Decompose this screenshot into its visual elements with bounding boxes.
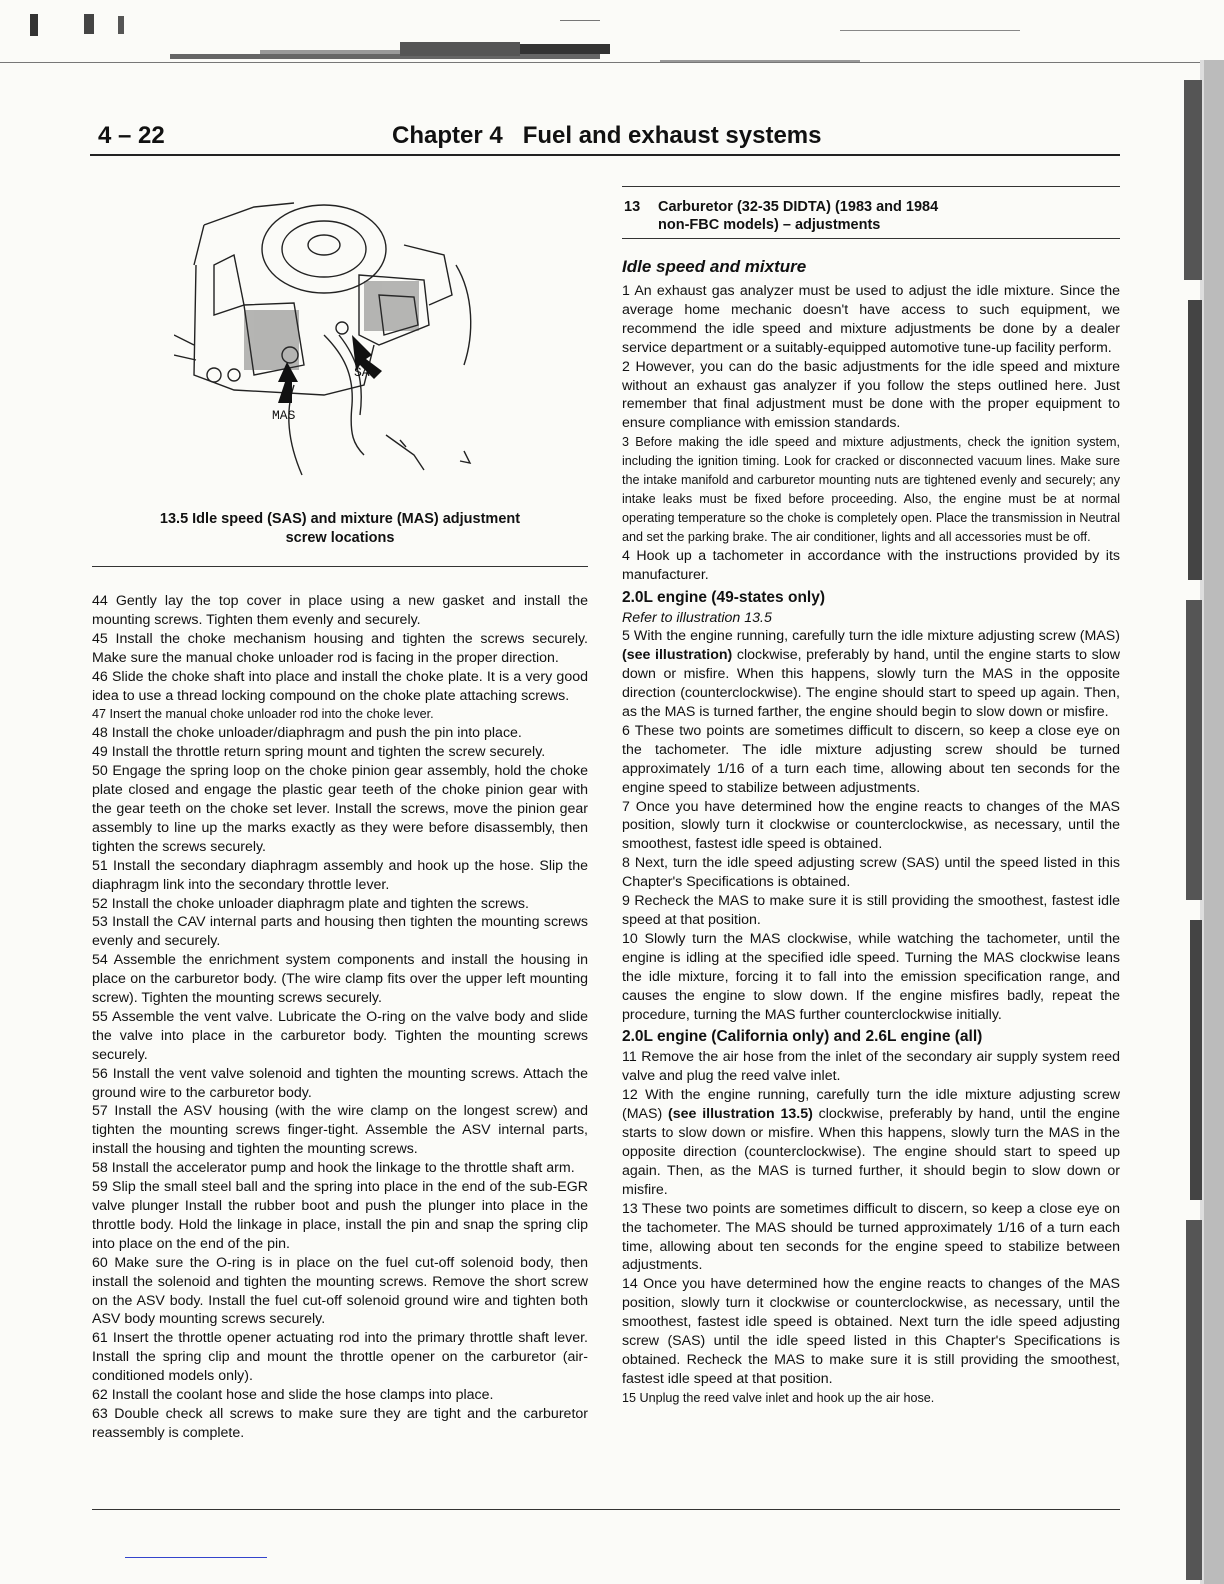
see-illustration-ref: (see illustration) — [622, 647, 733, 664]
refer-illustration-49: Refer to illustration 13.5 — [622, 609, 772, 626]
paragraph-56: 56 Install the vent valve solenoid and tighten the mounting screws. Attach the ground wire to the carburetor body. — [92, 1065, 588, 1101]
paragraph-2: 2 However, you can do the basic adjustments for the idle speed and mixture without an exhaust gas analyzer if you follow the steps outlined here. Just remember that final adjustment must be done with the proper equipment to ensure compliance with emission standards. — [622, 358, 1120, 432]
section-title-line-1: Carburetor (32-35 DIDTA) (1983 and 1984 — [658, 199, 939, 215]
header-rule — [90, 154, 1120, 156]
caption-line-1: 13.5 Idle speed (SAS) and mixture (MAS) adjustment — [159, 511, 521, 527]
paragraph-46: 46 Slide the choke shaft into place and install the choke plate. It is a very good idea to use a thread locking compound on the choke plate attaching screws. — [92, 668, 588, 704]
paragraph-14: 14 Once you have determined how the engine reacts to changes of the MAS position, slowly turn it clockwise or counterclockwise, as necessary, until the smoothest, fastest idle speed is obtained. Next turn the idle speed adjusting screw (SAS) until the idle speed listed in this Chapter's Specifications is obtained. Recheck the MAS to make sure it is still providing the smoothest, fastest idle speed at that position. — [622, 1276, 1120, 1387]
right-column — [622, 256, 1120, 1408]
chapter-title: Chapter 4 Fuel and exhaust systems — [392, 122, 822, 149]
section-rule-bottom — [622, 238, 1120, 239]
page-header — [90, 118, 1120, 162]
section-title-line-2: non-FBC models) – adjustments — [658, 217, 881, 233]
paragraph-47: 47 Insert the manual choke unloader rod into the choke lever. — [92, 707, 434, 722]
paragraph-52: 52 Install the choke unloader diaphragm plate and tighten the screws. — [92, 895, 529, 912]
subhead-2-0l-49-states: 2.0L engine (49-states only) — [622, 588, 825, 606]
figure-rule — [92, 566, 588, 567]
subhead-california-2-6l: 2.0L engine (California only) and 2.6L engine (all) — [622, 1028, 983, 1046]
paragraph-6: 6 These two points are sometimes difficult to discern, so keep a close eye on the tachometer. The idle mixture adjusting screw should be turned approximately 1/16 of a turn each time, allowing about ten seconds for the engine speed to stabilize between adjustments. — [622, 722, 1120, 796]
paragraph-57: 57 Install the ASV housing (with the wire clamp on the longest screw) and tighten the mounting screws finger-tight. Assemble the ASV internal parts, install the housing and tighten the mounting screws. — [92, 1103, 588, 1158]
paragraph-7: 7 Once you have determined how the engine reacts to changes of the MAS position, slowly turn it clockwise or counterclockwise, as necessary, until the smoothest, fastest idle speed is obtained. — [622, 798, 1120, 853]
section-rule-top — [622, 186, 1120, 187]
paragraph-3: 3 Before making the idle speed and mixture adjustments, check the ignition system, including the ignition timing. Look for cracked or disconnected vacuum lines. Make sure the intake manifold and carburetor mounting nuts are tightened evenly and securely; any intake leaks must be fixed before proceeding. Also, the engine must be at normal operating temperature so the choke is completely open. Place the transmission in Neutral and set the parking brake. The air conditioner, lights and all accessories must be off. — [622, 435, 1120, 544]
paragraph-13: 13 These two points are sometimes difficult to discern, so keep a close eye on the tachometer. The MAS should be turned approximately 1/16 of a turn each time, allowing about ten seconds for the engine speed to stabilize between adjustments. — [622, 1200, 1120, 1274]
page-number: 4 – 22 — [98, 122, 165, 149]
scan-artifact-top — [0, 0, 1224, 80]
paragraph-9: 9 Recheck the MAS to make sure it is still providing the smoothest, fastest idle speed at that position. — [622, 893, 1120, 928]
paragraph-60: 60 Make sure the O-ring is in place on the fuel cut-off solenoid body, then install the solenoid and tighten the mounting screws. Remove the short screw on the ASV body. Install the fuel cut-off solenoid ground wire and tighten both ASV body mounting screws securely. — [92, 1254, 588, 1328]
paragraph-50: 50 Engage the spring loop on the choke pinion gear assembly, hold the choke plate closed and engage the plastic gear teeth of the choke pinion gear with the gear teeth on the choke set lever. Install the screws, move the pinion gear assembly to line up the marks exactly as they were before disassembly, then tighten the screws securely. — [92, 763, 588, 855]
paragraph-61: 61 Insert the throttle opener actuating rod into the primary throttle shaft lever. Install the spring clip and mount the throttle opener on the carburetor (air-conditioned models only). — [92, 1330, 588, 1385]
paragraph-45: 45 Install the choke mechanism housing and tighten the screws securely. Make sure the manual choke unloader rod is facing in the proper direction. — [92, 630, 588, 666]
section-number: 13 — [624, 199, 641, 215]
paragraph-5: 5 With the engine running, carefully turn the idle mixture adjusting screw (MAS) (see illustration) clockwise, preferably by hand, until the engine starts to slow down or misfire. When this happens, slowly turn the MAS in the opposite direction (counterclockwise). The engine should start to speed up again. Then, as the MAS is turned farther, the engine should begin to slow down or misfire. — [622, 628, 1120, 721]
paragraph-58: 58 Install the accelerator pump and hook the linkage to the throttle shaft arm. — [92, 1160, 575, 1177]
scan-artifact-edge — [1144, 60, 1224, 1584]
label-mas: MAS — [272, 408, 296, 423]
paragraph-44: 44 Gently lay the top cover in place using a new gasket and install the mounting screws. Tighten them evenly and securely. — [92, 593, 588, 628]
footer-rule — [92, 1509, 1120, 1510]
paragraph-8: 8 Next, turn the idle speed adjusting screw (SAS) until the speed listed in this Chapter's Specifications is obtained. — [622, 855, 1120, 891]
paragraph-15: 15 Unplug the reed valve inlet and hook up the air hose. — [622, 1390, 935, 1405]
see-illustration-13-5-ref: (see illustration 13.5) — [668, 1106, 813, 1123]
paragraph-11: 11 Remove the air hose from the inlet of the secondary air supply system reed valve and plug the reed valve inlet. — [622, 1049, 1120, 1085]
label-sas: SAS — [354, 365, 378, 380]
left-column — [92, 592, 588, 1443]
paragraph-12: 12 With the engine running, carefully turn the idle mixture adjusting screw (MAS) (see illustration 13.5) clockwise, preferably by hand, until the engine starts to slow down or misfire. When this happens, slowly turn the MAS in the opposite direction (counterclockwise). The engine should start to speed up again. Then, as the MAS is turned further, it should begin to slow down or misfire. — [622, 1087, 1120, 1198]
subhead-idle-speed: Idle speed and mixture — [622, 257, 807, 276]
paragraph-4: 4 Hook up a tachometer in accordance with the instructions provided by its manufacturer. — [622, 547, 1120, 583]
caption-line-2: screw locations — [285, 530, 395, 546]
paragraph-49: 49 Install the throttle return spring mount and tighten the screw securely. — [92, 744, 546, 761]
carburetor-illustration — [174, 185, 504, 490]
paragraph-59: 59 Slip the small steel ball and the spring into place in the end of the sub-EGR valve plunger Install the rubber boot and push the plunger into place in the throttle body. Hold the linkage in place, install the pin and snap the spring clip into place on the end of the pin. — [92, 1179, 588, 1252]
paragraph-48: 48 Install the choke unloader/diaphragm and push the pin into place. — [92, 725, 522, 742]
paragraph-63: 63 Double check all screws to make sure they are tight and the carburetor reassembly is complete. — [92, 1405, 588, 1441]
paragraph-54: 54 Assemble the enrichment system components and install the housing in place on the carburetor body. (The wire clamp fits over the upper left mounting screw). Tighten the mounting screws securely. — [92, 952, 588, 1007]
paragraph-1: 1 An exhaust gas analyzer must be used to adjust the idle mixture. Since the average home mechanic doesn't have access to such equipment, we recommend the idle speed and mixture adjustments be done by a dealer service department or a suitably-equipped automotive tune-up facility perform. — [622, 283, 1120, 356]
paragraph-10: 10 Slowly turn the MAS clockwise, while watching the tachometer, until the engine is idling at the specified idle speed. Turning the MAS clockwise leans the idle mixture, forcing it to fall into the emission specification range, and causes the engine to slow down. If the engine misfires badly, repeat the procedure, turning the MAS further counterclockwise initially. — [622, 930, 1120, 1023]
paragraph-62: 62 Install the coolant hose and slide the hose clamps into place. — [92, 1387, 494, 1404]
footer-underline-artifact — [125, 1557, 267, 1558]
paragraph-51: 51 Install the secondary diaphragm assembly and hook up the hose. Slip the diaphragm link into the secondary throttle lever. — [92, 857, 588, 893]
paragraph-53: 53 Install the CAV internal parts and housing then tighten the mounting screws evenly and securely. — [92, 914, 588, 950]
figure-13-5 — [92, 185, 588, 570]
figure-caption — [92, 510, 588, 548]
paragraph-55: 55 Assemble the vent valve. Lubricate the O-ring on the valve body and slide the valve into place in the carburetor body. Tighten the mounting screws securely. — [92, 1008, 588, 1063]
